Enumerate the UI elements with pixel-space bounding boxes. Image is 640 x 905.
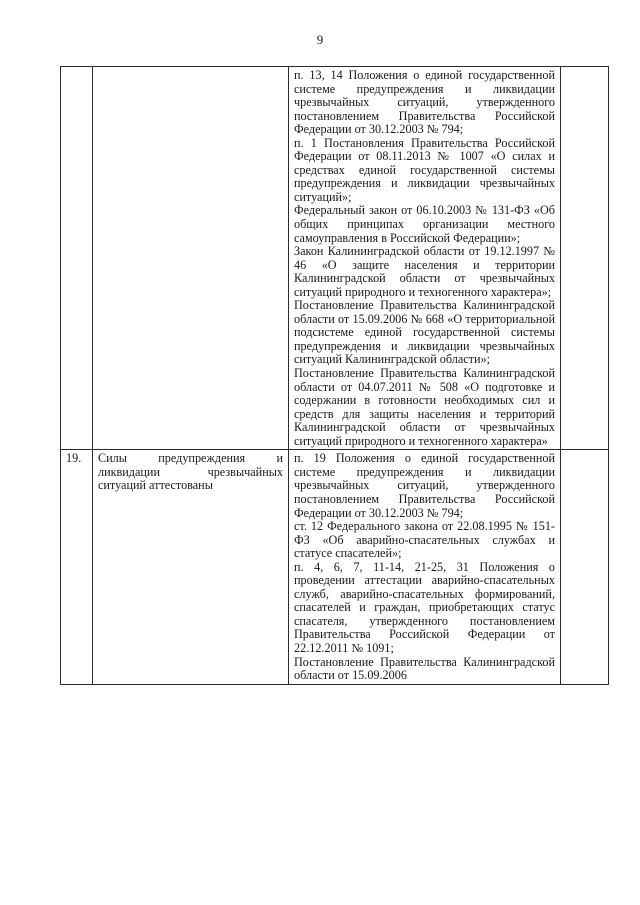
legal-references-cell	[289, 450, 561, 684]
empty-cell	[561, 67, 609, 450]
empty-cell	[561, 450, 609, 684]
legal-reference: п. 1 Постановления Правительства Российской Федерации от 08.11.2013 № 1007 «О силах и средствах единой государственной системы предупреждения и ликвидации чрезвычайных ситуаций»;	[294, 135, 555, 204]
legal-reference: ст. 12 Федерального закона от 22.08.1995 № 151-ФЗ «Об аварийно-спасательных службах и статусе спасателей»;	[294, 519, 555, 561]
page-number: 9	[316, 32, 324, 47]
requirement-cell: Силы предупреждения и ликвидации чрезвычайных ситуаций аттестованы	[93, 450, 289, 684]
legal-reference: Федеральный закон от 06.10.2003 № 131-ФЗ «Об общих принципах организации местного самоуправления в Российской Федерации»;	[294, 203, 555, 245]
legal-reference: Постановление Правительства Калининградской области от 15.09.2006	[294, 654, 555, 683]
legal-reference: Постановление Правительства Калининградской области от 15.09.2006 № 668 «О территориальной подсистеме единой государственной системы предупреждения и ликвидации чрезвычайных ситуаций Калининградской области»;	[294, 298, 555, 367]
legal-reference: п. 13, 14 Положения о единой государственной системе предупреждения и ликвидации чрезвычайных ситуаций, утвержденного постановлением Правительства Российской Федерации от 30.12.2003 № 794;	[294, 68, 555, 137]
legal-reference: п. 19 Положения о единой государственной системе предупреждения и ликвидации чрезвычайных ситуаций, утвержденного постановлением Правительства Российской Федерации от 30.12.2003 № 794;	[294, 451, 555, 520]
legal-references-cell	[289, 67, 561, 450]
legal-reference: п. 4, 6, 7, 11-14, 21-25, 31 Положения о проведении аттестации аварийно-спасательных служб, аварийно-спасательных формирований, спасателей и граждан, приобретающих статус спасателя, утвержденного постановлением Правительства Российской Федерации от 22.12.2011 № 1091;	[294, 559, 555, 655]
row-number-cell: 19.	[61, 450, 93, 684]
requirements-table	[60, 66, 609, 685]
table-row	[61, 450, 609, 684]
requirement-cell	[93, 67, 289, 450]
legal-reference: Постановление Правительства Калининградской области от 04.07.2011 № 508 «О подготовке и содержании в готовности необходимых сил и средств для защиты населения и территорий Калининградской области от чрезвычайных ситуаций природного и техногенного характера»	[294, 366, 555, 448]
row-number-cell	[61, 67, 93, 450]
legal-reference: Закон Калининградской области от 19.12.1997 № 46 «О защите населения и территории Калининградской области от чрезвычайных ситуаций природного и техногенного характера»;	[294, 244, 555, 299]
table-row	[61, 67, 609, 450]
